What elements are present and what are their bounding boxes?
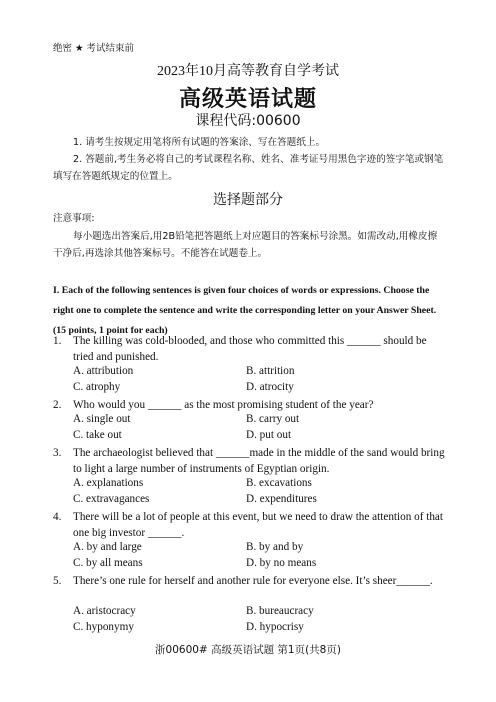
- option-b: B. excavations: [246, 477, 312, 489]
- section-title: 选择题部分: [213, 192, 283, 208]
- notice-label: 注意事项:: [53, 213, 95, 224]
- question-number: 3.: [53, 447, 62, 459]
- option-d: D. put out: [246, 429, 292, 441]
- part1-heading-text: I. Each of the following sentences is given four choices of words or expressions. Choose the right one to complete the sentence and write the corresponding letter on your Answer Sheet.: [53, 285, 437, 316]
- subject-title: 高级英语试题: [178, 87, 317, 112]
- option-d: D. hypocrisy: [246, 621, 304, 633]
- part1-heading: [53, 281, 445, 341]
- secret-label: 绝密 ★ 考试结束前: [53, 43, 135, 54]
- question-text: There’s one rule for herself and another rule for everyone else. It’s sheer______.: [73, 575, 433, 587]
- option-b: B. attrition: [246, 365, 295, 377]
- option-c: C. by all means: [73, 557, 143, 569]
- option-b: B. bureaucracy: [246, 605, 314, 617]
- option-a: A. aristocracy: [73, 605, 136, 617]
- option-d: D. expenditures: [246, 493, 317, 505]
- option-c: C. extravagances: [73, 493, 150, 505]
- part1-points: (15 points, 1 point for each): [53, 325, 168, 336]
- option-c: C. take out: [73, 429, 122, 441]
- option-a: A. attribution: [73, 365, 134, 377]
- instruction-1: [53, 134, 445, 151]
- question-text: There will be a lot of people at this event, but we need to draw the attention of that one big investor ______.: [73, 511, 444, 539]
- page-footer: 浙00600# 高级英语试题 第1页(共8页): [155, 644, 341, 656]
- instruction-2: [53, 151, 445, 185]
- option-b: B. by and by: [246, 541, 304, 553]
- question-number: 1.: [53, 335, 62, 347]
- question-text: The archaeologist believed that ______made in the middle of the sand would bring to light a large number of instruments of Egyptian origin.: [73, 447, 445, 475]
- notice-paragraph: [53, 228, 445, 262]
- instruction-1-text: 1. 请考生按规定用笔将所有试题的答案涂、写在答题纸上。: [73, 137, 326, 148]
- question-number: 4.: [53, 511, 62, 523]
- option-a: A. explanations: [73, 477, 144, 489]
- option-a: A. single out: [73, 413, 131, 425]
- question-number: 2.: [53, 399, 62, 411]
- exam-title: 2023年10月高等教育自学考试: [157, 64, 339, 79]
- option-d: D. atrocity: [246, 381, 294, 393]
- instruction-2-text: 2. 答题前,考生务必将自己的考试课程名称、姓名、准考证号用黑色字迹的签字笔或钢笔填写在答题纸规定的位置上。: [53, 154, 444, 182]
- option-d: D. by no means: [246, 557, 317, 569]
- option-c: C. atrophy: [73, 381, 121, 393]
- question-number: 5.: [53, 575, 62, 587]
- question-text: The killing was cold-blooded, and those who committed this ______ should be tried and punished.: [73, 335, 427, 363]
- option-c: C. hyponymy: [73, 621, 134, 633]
- question-text: Who would you ______ as the most promising student of the year?: [73, 399, 374, 411]
- option-a: A. by and large: [73, 541, 142, 553]
- option-b: B. carry out: [246, 413, 300, 425]
- notice-text: 每小题选出答案后,用2B铅笔把答题纸上对应题目的答案标号涂黑。如需改动,用橡皮擦干净后,再选涂其他答案标号。不能答在试题卷上。: [53, 231, 438, 259]
- course-code: 课程代码:00600: [195, 113, 301, 129]
